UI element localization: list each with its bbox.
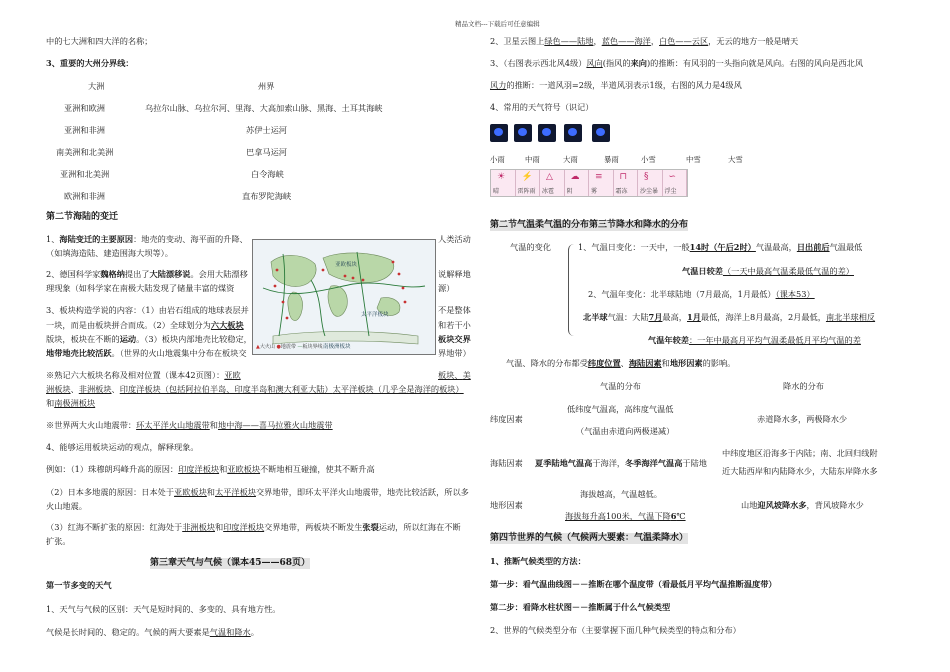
symbol-label: 小雨 xyxy=(490,155,505,164)
paragraph-line: 第二步：看降水柱状图－－推断属于什么气候类型 xyxy=(490,602,671,612)
paragraph-line: 风力的推断：一道风羽=2级，半道风羽表示1级，右图的风力是4级风 xyxy=(490,80,742,90)
paragraph-line: 地带地壳比较活跃。（世界的火山地震集中分布在板块交 xyxy=(46,348,247,358)
plate-map-image xyxy=(252,239,436,355)
paragraph-line: 一块，而是由板块拼合而成。（2）全球划分为六大板块 xyxy=(46,320,244,330)
paragraph-line: 2、气温年变化：北半球陆地（7月最高，1月最低）（课本53） xyxy=(588,289,815,299)
paragraph-line: 1、天气与气候的区别：天气是短时间的、多变的、具有地方性。 xyxy=(46,604,281,614)
paragraph-line: ※世界两大火山地震带：环太平洋火山地震带和地中海——喜马拉雅火山地震带 xyxy=(46,420,333,430)
moderate-rain-icon xyxy=(514,124,532,142)
paragraph-line: 1、推断气候类型的方法： xyxy=(490,556,586,566)
text-line: 中的七大洲和四大洋的名称； xyxy=(46,36,153,46)
paragraph-line: 第一步：看气温曲线图－－推断在哪个温度带（看最低月平均气温推断温度带） xyxy=(490,579,777,589)
table-cell: 苏伊士运河 xyxy=(246,125,287,135)
table-row-label: 纬度因素 xyxy=(490,414,523,424)
table-cell: 欧洲和非洲 xyxy=(64,191,105,201)
paragraph-line: 气温、降水的分布都受纬度位置、海陆因素和地形因素的影响。 xyxy=(506,358,736,368)
paragraph-line: （如填海造陆、建造围海大坝等）。 xyxy=(46,248,173,258)
paragraph-line: （2）日本多地震的原因：日本处于亚欧板块和太平洋板块交界地带，即环太平洋火山地震带，地壳比较活跃，所以多 xyxy=(46,487,469,497)
paragraph-line: ※熟记六大板块名称及相对位置（课本42页图）：亚欧 xyxy=(46,370,241,380)
table-header: 气温的分布 xyxy=(600,381,641,391)
table-cell: 乌拉尔山脉、乌拉尔河、里海、大高加索山脉、黑海、土耳其海峡 xyxy=(145,103,383,113)
paragraph-line: 2、德国科学家魏格纳提出了大陆漂移说。会用大陆漂移 xyxy=(46,269,248,279)
symbol-label: 中雨 xyxy=(525,155,540,164)
paragraph-fragment: 板块交界 xyxy=(438,334,471,344)
paragraph-fragment: 和若干小 xyxy=(438,320,471,330)
sandstorm-icon: § 沙尘暴 xyxy=(638,170,663,196)
chapter-title: 第三章天气与气候（课本45——68页） xyxy=(150,558,311,568)
thunder-shower-icon: ⚡ 雷阵雨 xyxy=(516,170,541,196)
table-row-label: 海陆因素 xyxy=(490,458,523,468)
paragraph-line: 北半球气温：大陆7月最高，1月最低，海洋上8月最高，2月最低，南北半球相反 xyxy=(583,312,876,322)
heavy-rain-icon xyxy=(538,124,556,142)
symbol-label: 小雪 xyxy=(641,155,656,164)
plate-map-svg xyxy=(253,240,435,354)
rainstorm-icon xyxy=(564,124,582,142)
table-header: 降水的分布 xyxy=(783,381,824,391)
hail-icon: △ 冰雹 xyxy=(540,170,565,196)
brace-bracket xyxy=(568,244,577,336)
table-row-label: 地形因素 xyxy=(490,500,523,510)
section-title: 第一节多变的天气 xyxy=(46,580,112,590)
paragraph-line: 洲板块、非洲板块、印度洋板块（包括阿拉伯半岛、印度半岛和澳大利亚大陆）太平洋板块（几乎全是海洋的板块） xyxy=(46,384,464,394)
table-cell: 夏季陆地气温高于海洋，冬季海洋气温高于陆地 xyxy=(535,458,707,468)
table-cell: 赤道降水多，两极降水少 xyxy=(757,414,848,424)
table-cell: 南美洲和北美洲 xyxy=(56,147,114,157)
overcast-icon: ☁ 阴 xyxy=(565,170,590,196)
paragraph-line: （3）红海不断扩张的原因：红海处于非洲板块和印度洋板块交界地带，两板块不断发生张裂运动，所以红海在不断 xyxy=(46,522,461,532)
table-cell: （气温由赤道向两极递减） xyxy=(576,426,675,436)
table-cell: 低纬度气温高，高纬度气温低 xyxy=(567,404,674,414)
paragraph-fragment: 界地带） xyxy=(438,348,471,358)
sunny-icon: ☀ 晴 xyxy=(491,170,516,196)
symbol-label: 大雨 xyxy=(563,155,578,164)
paragraph-line: 1、气温日变化：一天中，一般14时（午后2时）气温最高，日出前后气温最低 xyxy=(578,242,863,252)
paragraph-line: 4、能够运用板块运动的观点，解释现象。 xyxy=(46,442,199,452)
table-header: 州界 xyxy=(258,81,275,91)
paragraph-line: 4、常用的天气符号（识记） xyxy=(490,102,594,112)
map-label: 亚欧板块 xyxy=(335,262,358,268)
symbol-label: 暴雨 xyxy=(604,155,619,164)
section-heading: 3、重要的大州分界线： xyxy=(46,58,134,68)
light-snow-icon xyxy=(592,124,610,142)
paragraph-line: 和南极洲板块 xyxy=(46,398,96,408)
paragraph-line: 理现象（如科学家在南极大陆发现了储量丰富的煤资 xyxy=(46,283,235,293)
table-cell: 巴拿马运河 xyxy=(246,147,287,157)
paragraph-line: 气候是长时间的、稳定的。气候的两大要素是气温和降水。 xyxy=(46,627,259,637)
symbol-label: 大雪 xyxy=(728,155,743,164)
paragraph-line: 3、（右图表示西北风4级）风向(指风的来向)的推断：有风羽的一头指向就是风向。右图的风向是西北风 xyxy=(490,58,864,68)
paragraph-fragment: 不是整体 xyxy=(438,305,471,315)
section-title: 第四节世界的气候（气候两大要素：气温柔降水） xyxy=(490,533,689,543)
weather-symbol-strip xyxy=(490,169,688,197)
symbol-label: 中雪 xyxy=(686,155,701,164)
map-label: 南极洲板块 xyxy=(323,344,351,350)
table-cell: 亚洲和北美洲 xyxy=(60,169,110,179)
paragraph-fragment: 源） xyxy=(438,283,455,293)
paragraph-line: 扩张。 xyxy=(46,536,71,546)
paragraph-line: 气温日较差（一天中最高气温柔最低气温的差） xyxy=(682,266,854,276)
table-cell: 亚洲和非洲 xyxy=(64,125,105,135)
map-legend: ▲大火山 ●地震带 —板块界线 xyxy=(256,344,323,350)
map-label: 太平洋板块 xyxy=(361,312,389,318)
paragraph-line: 3、板块构造学说的内容：（1）由岩石组成的地球表层并 xyxy=(46,305,249,315)
frost-icon: ⊓ 霜冻 xyxy=(614,170,639,196)
table-cell: 海拔每升高100米，气温下降6℃ xyxy=(565,511,686,521)
paragraph-line: 2、卫星云图上绿色——陆地，蓝色——海洋，白色——云区，无云的地方一般是晴天 xyxy=(490,36,799,46)
paragraph-line: 1、海陆变迁的主要原因：地壳的变动、海平面的升降、 xyxy=(46,234,248,244)
section-title: 第二节气温柔气温的分布第三节降水和降水的分布 xyxy=(490,220,689,230)
paragraph-line: 例如：（1）珠穆朗玛峰升高的原因：印度洋板块和亚欧板块不断地相互碰撞，使其不断升高 xyxy=(46,464,375,474)
section-title: 第二节海陆的变迁 xyxy=(46,212,119,222)
table-cell: 白令海峡 xyxy=(251,169,284,179)
light-rain-icon xyxy=(490,124,508,142)
table-header: 大洲 xyxy=(88,81,105,91)
table-cell: 近大陆西岸和内陆降水少，大陆东岸降水多 xyxy=(722,466,878,476)
paragraph-fragment: 板块、美 xyxy=(438,370,471,380)
fog-icon: ≡ 雾 xyxy=(589,170,614,196)
table-cell: 直布罗陀海峡 xyxy=(242,191,292,201)
page-header: 精品文档---下载后可任意编辑 xyxy=(455,20,540,28)
table-cell: 海拔越高，气温越低。 xyxy=(580,489,662,499)
floating-dust-icon: ∽ 浮尘 xyxy=(663,170,688,196)
paragraph-fragment: 人类活动 xyxy=(438,234,471,244)
table-cell: 亚洲和欧洲 xyxy=(64,103,105,113)
paragraph-line: 2、世界的气候类型分布（主要掌握下面几种气候类型的特点和分布） xyxy=(490,625,741,635)
paragraph-line: 火山地震。 xyxy=(46,501,87,511)
paragraph-line: 气温年较差：一年中最高月平均气温柔最低月平均气温的差 xyxy=(648,335,861,345)
paragraph-fragment: 说解释地 xyxy=(438,269,471,279)
paragraph-line: 版块，板块在不断的运动。（3）板块内部地壳比较稳定， xyxy=(46,334,252,344)
table-cell: 中纬度地区沿海多于内陆；南、北回归线附 xyxy=(722,448,878,458)
table-cell: 山地迎风坡降水多，背风坡降水少 xyxy=(741,500,864,510)
brace-label: 气温的变化 xyxy=(510,242,551,252)
